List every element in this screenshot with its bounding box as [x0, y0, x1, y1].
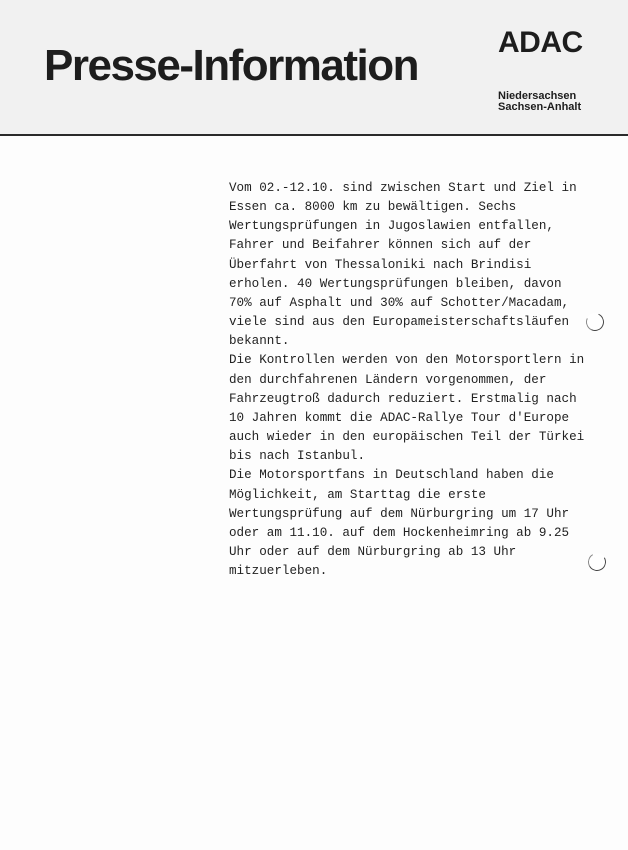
- text-line: Überfahrt von Thessaloniki nach Brindisi: [229, 257, 532, 272]
- page-title: Presse-Information: [44, 41, 418, 90]
- region-line: Sachsen-Anhalt: [498, 101, 582, 113]
- text-line: Fahrer und Beifahrer können sich auf der: [229, 238, 532, 253]
- text-line: 10 Jahren kommt die ADAC-Rallye Tour d'Europe: [229, 410, 570, 425]
- text-line: Wertungsprüfungen in Jugoslawien entfallen,: [229, 219, 554, 234]
- brand-logo: ADAC: [498, 26, 583, 59]
- text-line: Wertungsprüfung auf dem Nürburgring um 17 Uhr: [229, 506, 570, 521]
- press-text: [229, 179, 624, 581]
- text-line: viele sind aus den Europameisterschaftsläufen: [229, 315, 570, 330]
- text-line: Fahrzeugtroß dadurch reduziert. Erstmalig nach: [229, 391, 577, 406]
- text-line: Essen ca. 8000 km zu bewältigen. Sechs: [229, 200, 517, 215]
- text-line: bis nach Istanbul.: [229, 449, 366, 464]
- text-line: bekannt.: [229, 334, 290, 349]
- text-line: den durchfahrenen Ländern vorgenommen, der: [229, 372, 547, 387]
- text-line: erholen. 40 Wertungsprüfungen bleiben, davon: [229, 276, 562, 291]
- text-line: mitzuerleben.: [229, 564, 328, 579]
- header-divider: [0, 134, 628, 136]
- text-line: Uhr oder auf dem Nürburgring ab 13 Uhr: [229, 544, 517, 559]
- text-line: auch wieder in den europäischen Teil der Türkei: [229, 430, 585, 445]
- text-line: Möglichkeit, am Starttag die erste: [229, 487, 486, 502]
- text-line: Die Kontrollen werden von den Motorsportlern in: [229, 353, 585, 368]
- text-line: oder am 11.10. auf dem Hockenheimring ab 9.25: [229, 525, 570, 540]
- text-line: 70% auf Asphalt und 30% auf Schotter/Macadam,: [229, 295, 570, 310]
- text-line: Die Motorsportfans in Deutschland haben die: [229, 468, 554, 483]
- text-line: Vom 02.-12.10. sind zwischen Start und Ziel in: [229, 181, 577, 195]
- region-line: Niedersachsen: [498, 90, 577, 102]
- letterhead: [0, 0, 628, 135]
